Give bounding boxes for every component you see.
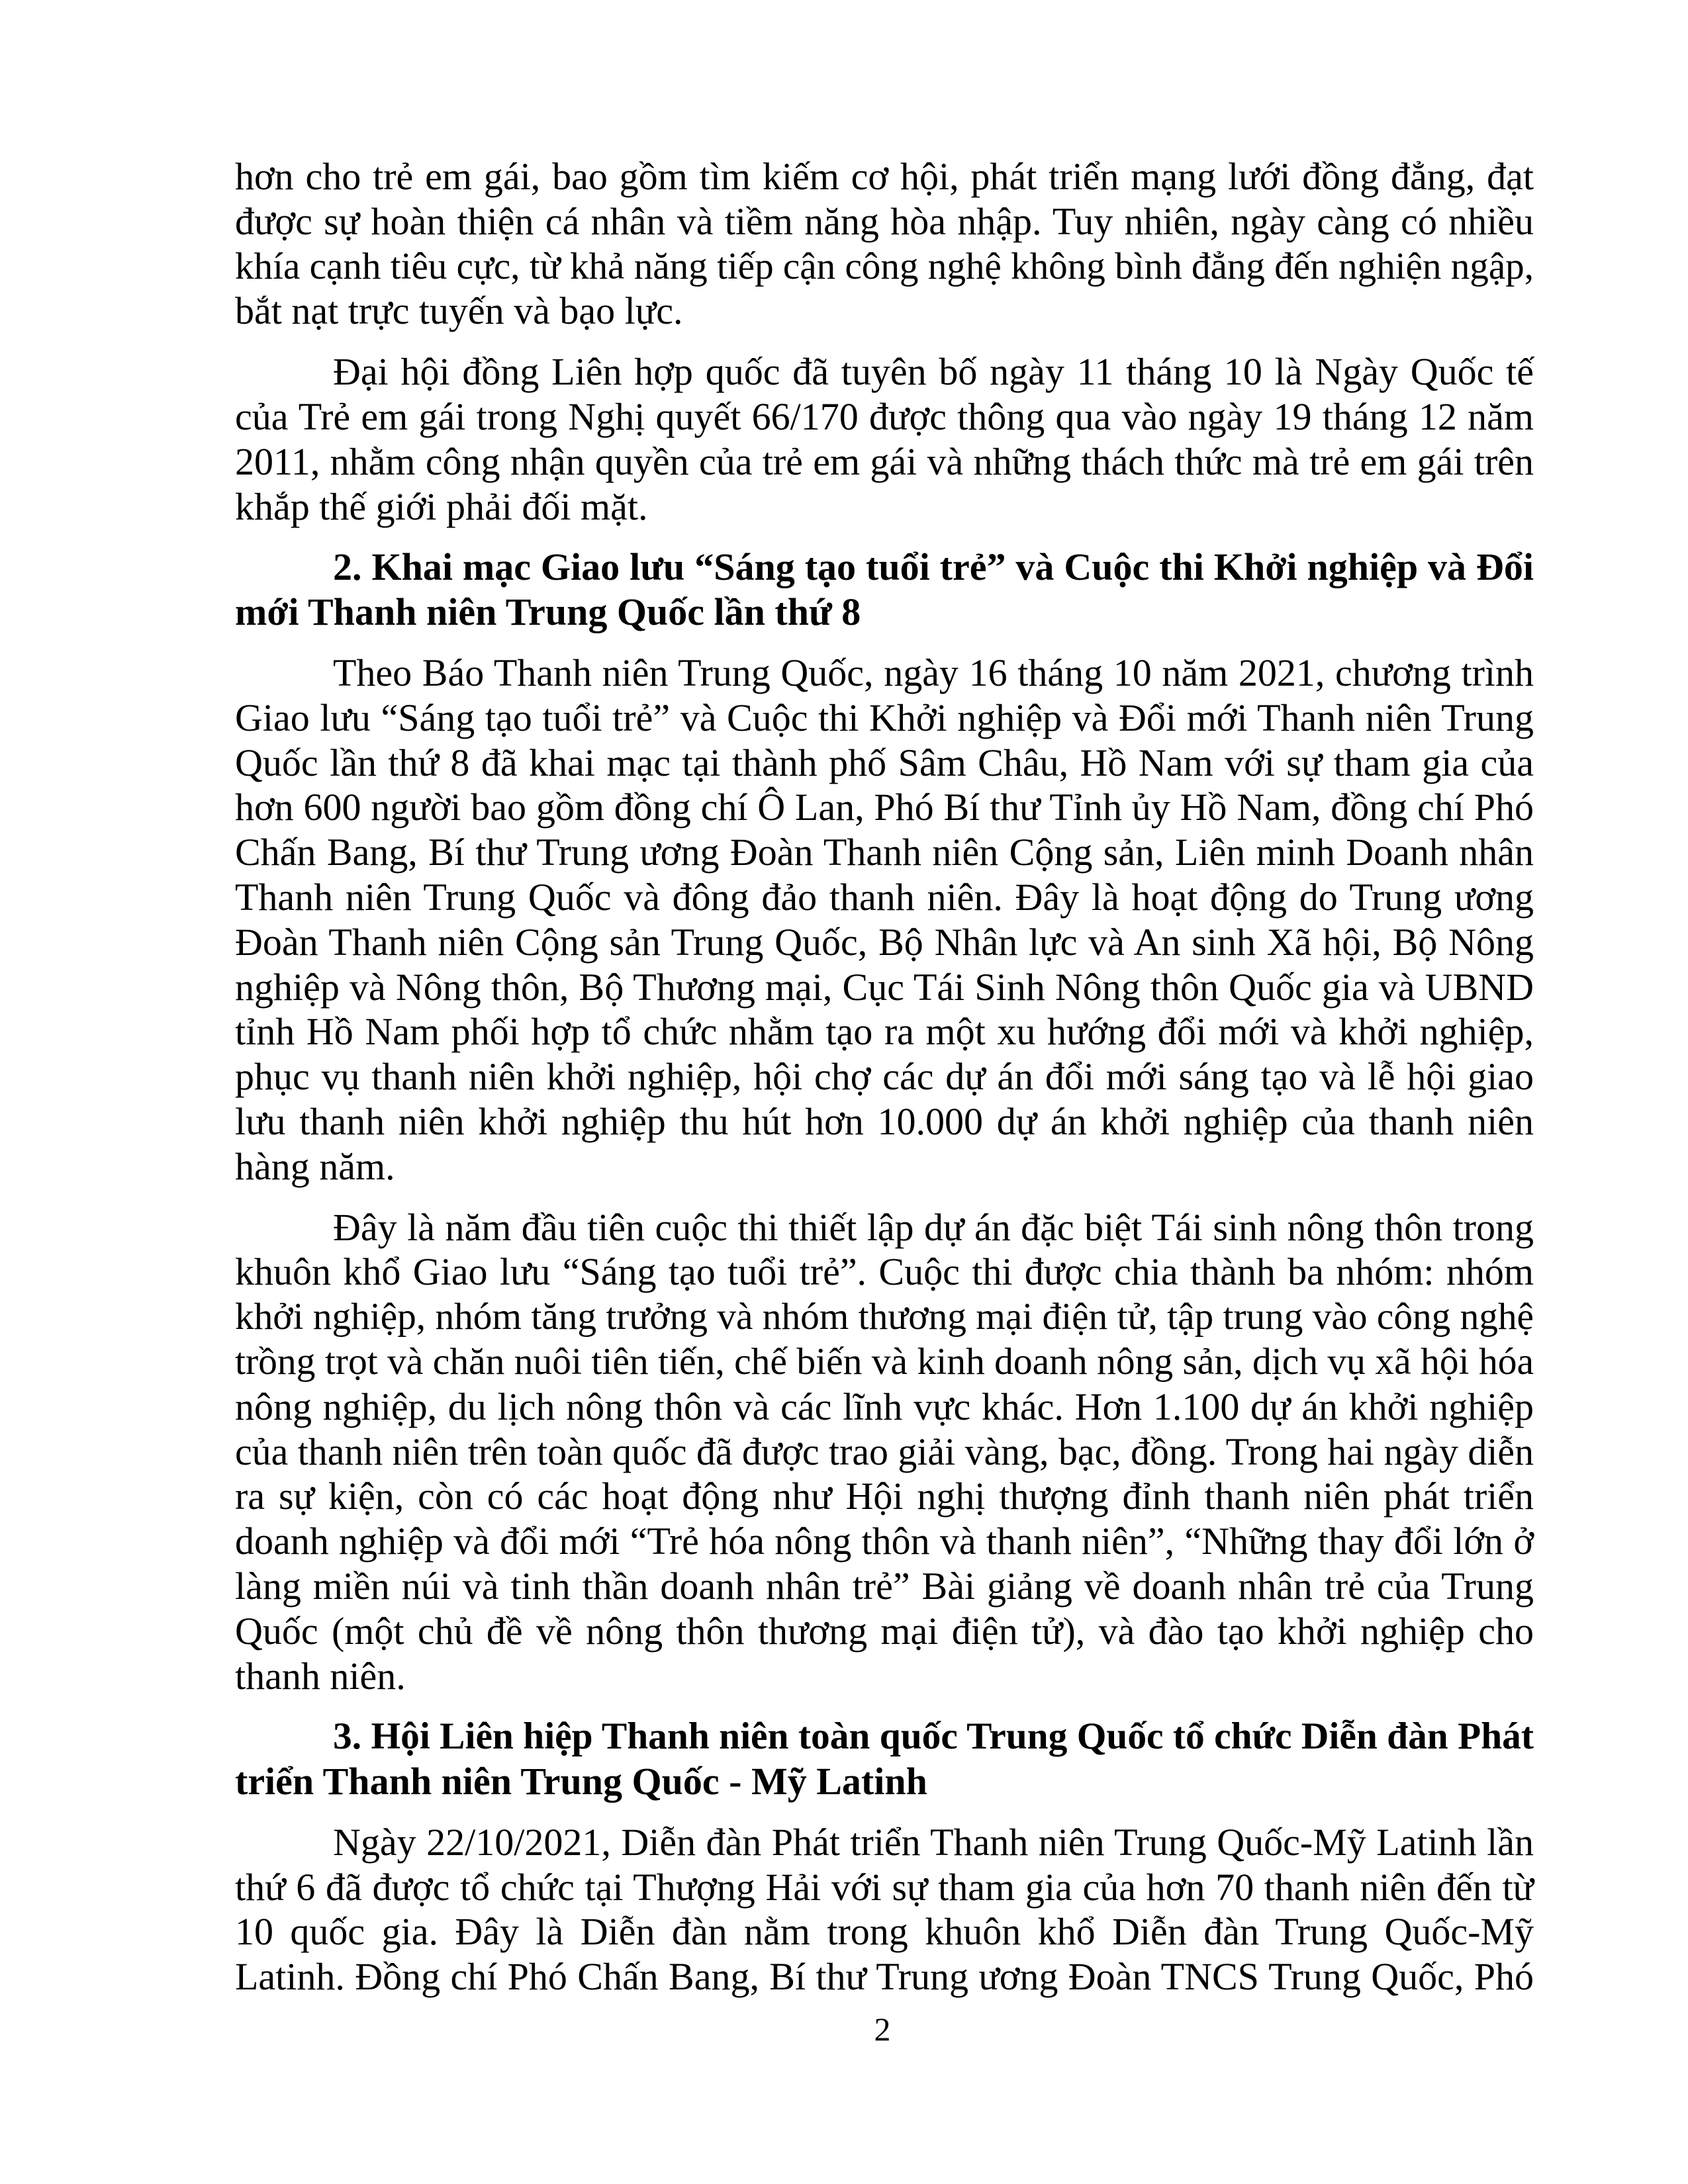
text-line: hơn cho trẻ em gái, bao gồm tìm kiếm cơ hội, phát triển mạng lưới đồng đẳng, đạt [235,155,1534,198]
text-line: Chấn Bang, Bí thư Trung ương Đoàn Thanh niên Cộng sản, Liên minh Doanh nhân [235,831,1534,874]
text-line: khởi nghiệp, nhóm tăng trưởng và nhóm thương mại điện tử, tập trung vào công nghệ [235,1296,1534,1338]
heading-line: mới Thanh niên Trung Quốc lần thứ 8 [235,590,861,634]
text-line: tỉnh Hồ Nam phối hợp tổ chức nhằm tạo ra một xu hướng đổi mới và khởi nghiệp, [235,1010,1534,1054]
text-line: trồng trọt và chăn nuôi tiên tiến, chế biến và kinh doanh nông sản, dịch vụ xã hội hóa [235,1340,1534,1383]
text-line: nông nghiệp, du lịch nông thôn và các lĩnh vực khác. Hơn 1.100 dự án khởi nghiệp [235,1385,1534,1428]
text-line: Giao lưu “Sáng tạo tuổi trẻ” và Cuộc thi Khởi nghiệp và Đổi mới Thanh niên Trung [235,696,1534,739]
text-line: ra sự kiện, còn có các hoạt động như Hội nghị thượng đỉnh thanh niên phát triển [235,1475,1534,1518]
text-line: Theo Báo Thanh niên Trung Quốc, ngày 16 tháng 10 năm 2021, chương trình [333,651,1534,694]
body-paragraph [235,154,1534,334]
text-line: Đoàn Thanh niên Cộng sản Trung Quốc, Bộ Nhân lực và An sinh Xã hội, Bộ Nông [235,920,1534,964]
text-line: thanh niên. [235,1654,406,1698]
body-paragraph [235,1820,1534,1999]
text-line: của thanh niên trên toàn quốc đã được trao giải vàng, bạc, đồng. Trong hai ngày diễn [235,1430,1534,1473]
heading-line: 2. Khai mạc Giao lưu “Sáng tạo tuổi trẻ” và Cuộc thi Khởi nghiệp và Đổi [333,545,1534,589]
heading-line: 3. Hội Liên hiệp Thanh niên toàn quốc Trung Quốc tổ chức Diễn đàn Phát [333,1715,1534,1758]
body-paragraph [235,651,1534,1189]
text-line: hơn 600 người bao gồm đồng chí Ô Lan, Phó Bí thư Tỉnh ủy Hồ Nam, đồng chí Phó [235,786,1534,829]
page-number: 2 [874,2011,891,2048]
text-line: Ngày 22/10/2021, Diễn đàn Phát triển Thanh niên Trung Quốc-Mỹ Latinh lần [333,1820,1534,1864]
text-line: Đại hội đồng Liên hợp quốc đã tuyên bố ngày 11 tháng 10 là Ngày Quốc tế [333,350,1534,394]
heading-line: triển Thanh niên Trung Quốc - Mỹ Latinh [235,1760,927,1803]
text-line: của Trẻ em gái trong Nghị quyết 66/170 được thông qua vào ngày 19 tháng 12 năm [235,394,1534,438]
text-line: lưu thanh niên khởi nghiệp thu hút hơn 10.000 dự án khởi nghiệp của thanh niên [235,1099,1534,1143]
text-line: Đây là năm đầu tiên cuộc thi thiết lập dự án đặc biệt Tái sinh nông thôn trong [333,1205,1534,1249]
text-line: khía cạnh tiêu cực, từ khả năng tiếp cận công nghệ không bình đẳng đến nghiện ngập, [235,245,1534,287]
text-line: Latinh. Đồng chí Phó Chấn Bang, Bí thư Trung ương Đoàn TNCS Trung Quốc, Phó [235,1955,1534,1999]
text-line: doanh nghiệp và đổi mới “Trẻ hóa nông thôn và thanh niên”, “Những thay đổi lớn ở [235,1520,1534,1563]
body-paragraph [235,1205,1534,1699]
text-line: thứ 6 đã được tổ chức tại Thượng Hải với sự tham gia của hơn 70 thanh niên đến từ [235,1865,1534,1909]
text-line: Quốc (một chủ đề về nông thôn thương mại điện tử), và đào tạo khởi nghiệp cho [235,1609,1534,1653]
text-line: Quốc lần thứ 8 đã khai mạc tại thành phố Sâm Châu, Hồ Nam với sự tham gia của [235,741,1534,784]
text-line: phục vụ thanh niên khởi nghiệp, hội chợ các dự án đổi mới sáng tạo và lễ hội giao [235,1055,1534,1099]
text-line: Thanh niên Trung Quốc và đông đảo thanh niên. Đây là hoạt động do Trung ương [235,875,1534,919]
text-line: 2011, nhằm công nhận quyền của trẻ em gái và những thách thức mà trẻ em gái trên [235,439,1534,483]
text-line: làng miền núi và tinh thần doanh nhân trẻ” Bài giảng về doanh nhân trẻ của Trung [235,1564,1534,1608]
text-line: khuôn khổ Giao lưu “Sáng tạo tuổi trẻ”. Cuộc thi được chia thành ba nhóm: nhóm [235,1250,1534,1294]
document-body [235,154,1534,2015]
text-line: được sự hoàn thiện cá nhân và tiềm năng hòa nhập. Tuy nhiên, ngày càng có nhiều [235,199,1534,243]
text-line: khắp thế giới phải đối mặt. [235,484,648,528]
section-heading [235,1714,1534,1804]
text-line: 10 quốc gia. Đây là Diễn đàn nằm trong khuôn khổ Diễn đàn Trung Quốc-Mỹ [235,1910,1534,1954]
text-line: bắt nạt trực tuyến và bạo lực. [235,289,683,333]
text-line: nghiệp và Nông thôn, Bộ Thương mại, Cục Tái Sinh Nông thôn Quốc gia và UBND [235,965,1534,1009]
body-paragraph [235,349,1534,529]
text-line: hàng năm. [235,1144,395,1188]
section-heading [235,545,1534,635]
